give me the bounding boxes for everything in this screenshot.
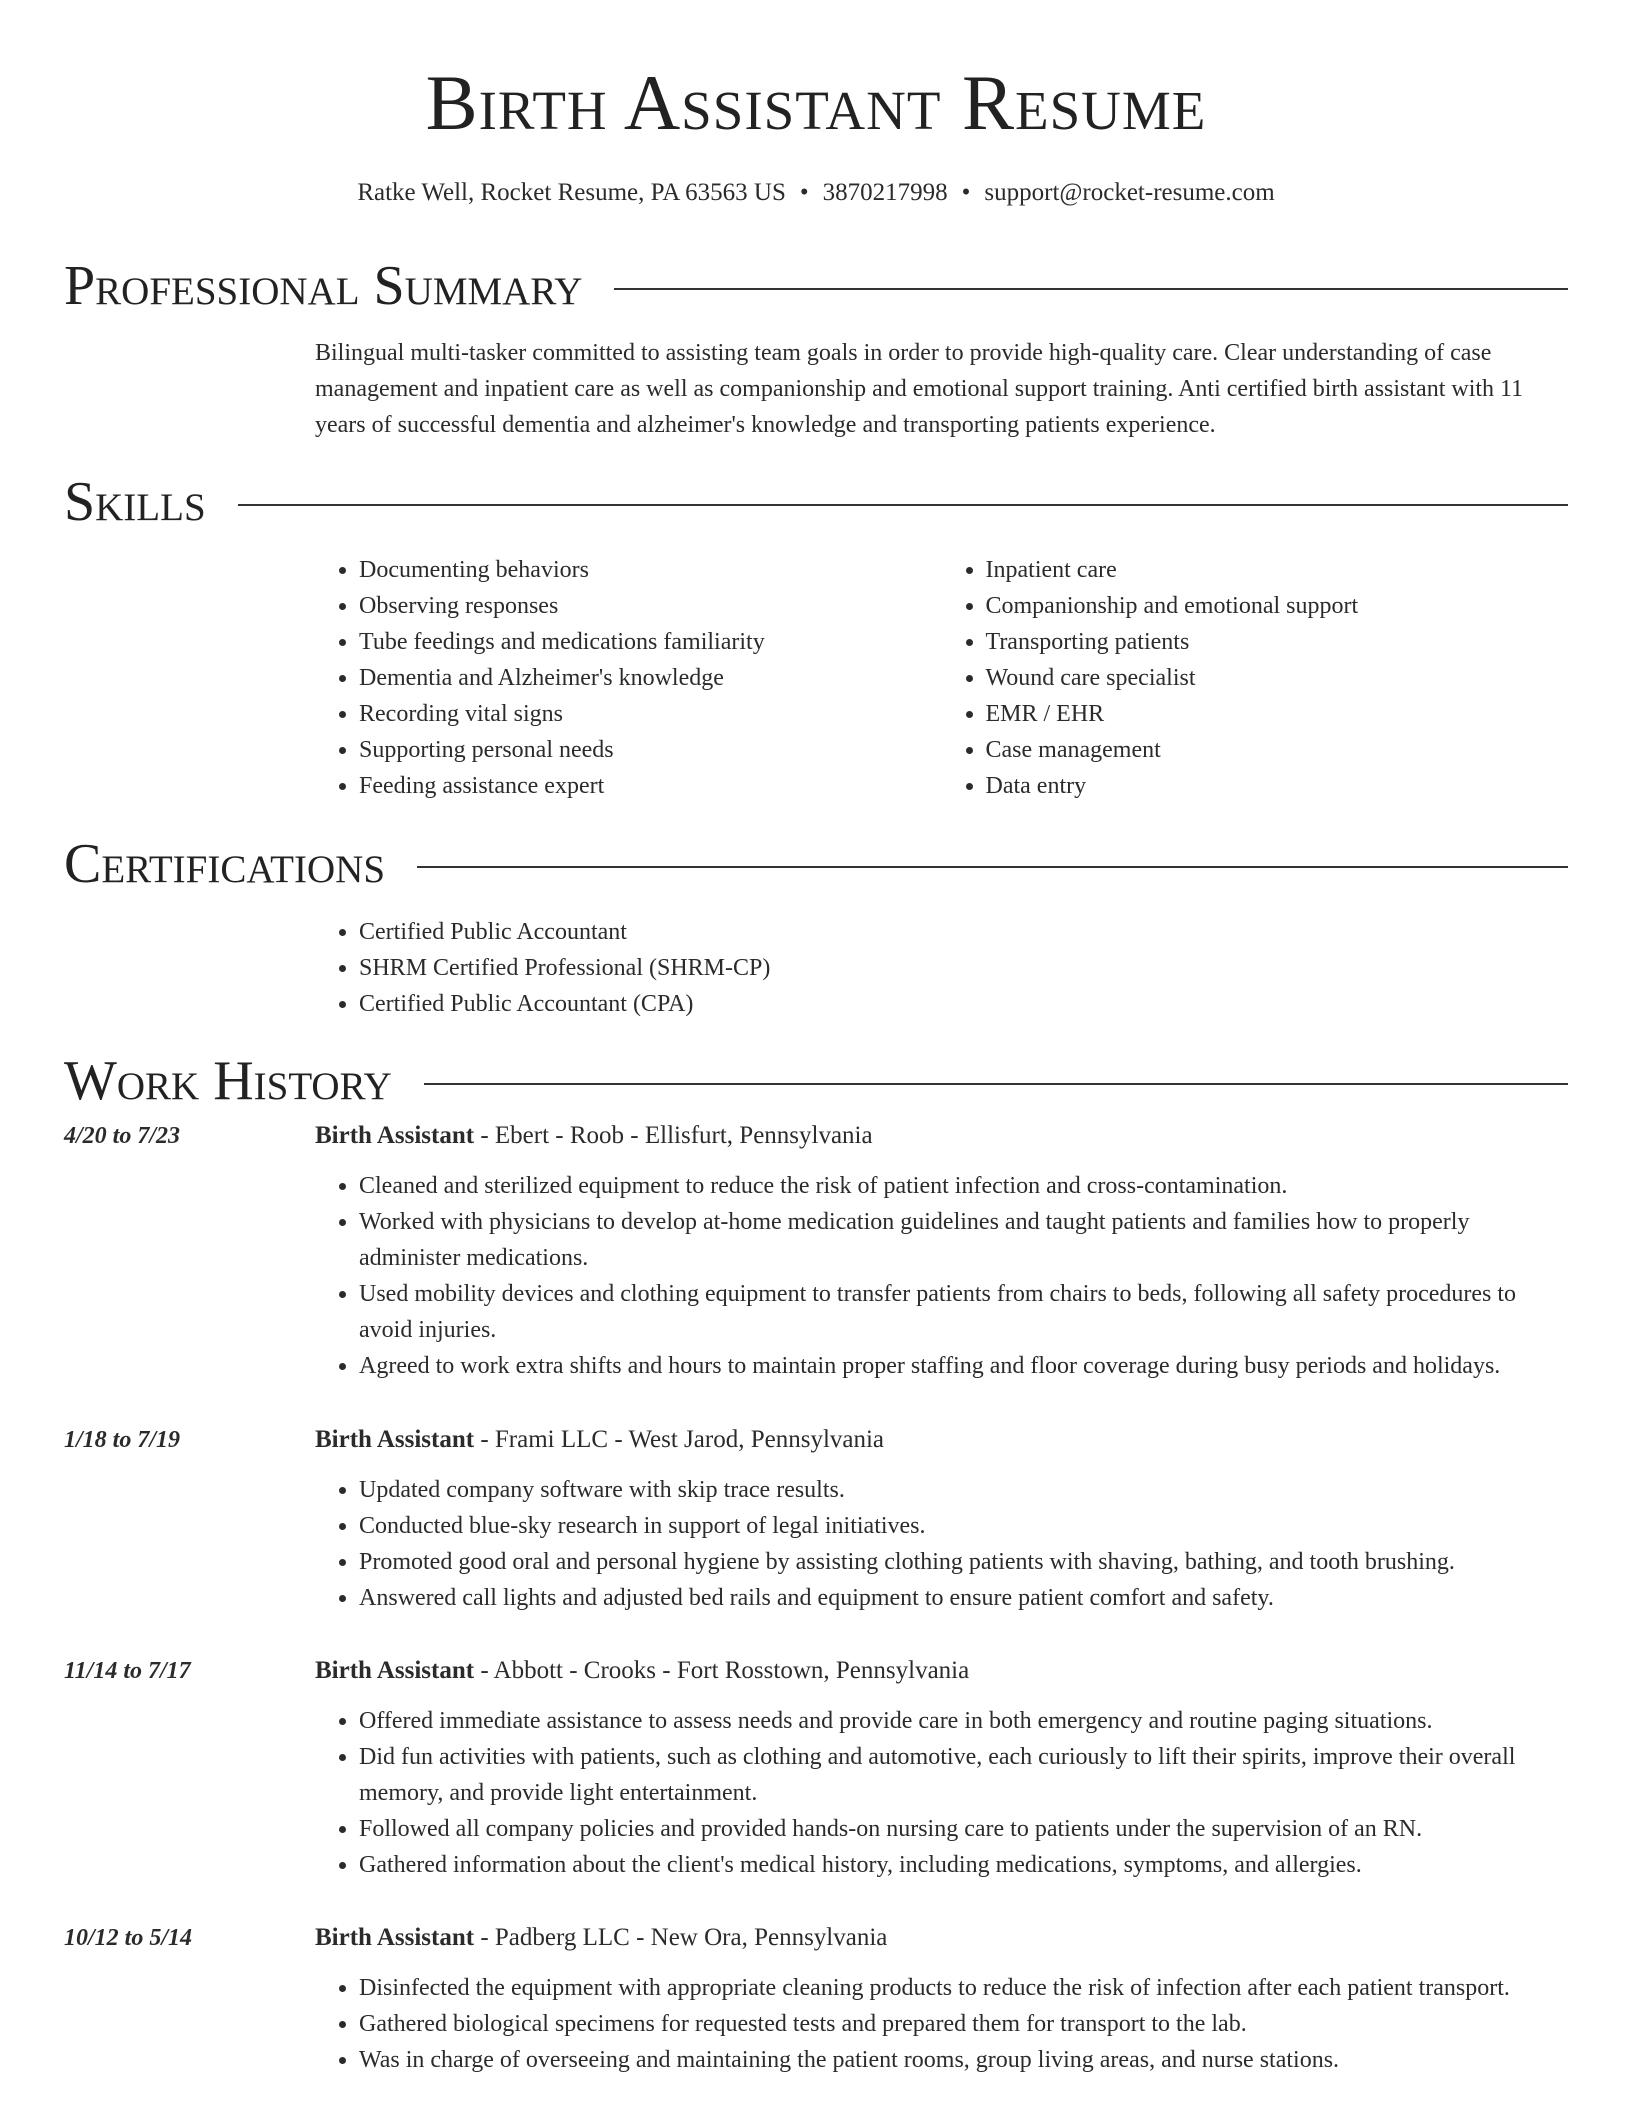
job-bullet: • Followed all company policies and provided hands-on nursing care to patients under the supervision of an RN. [359, 1811, 1568, 1847]
section-title-work-history: Work History [64, 1050, 392, 1112]
section-divider [614, 288, 1568, 290]
skills-column-left [315, 552, 942, 804]
job-dates: 1/18 to 7/19 [64, 1427, 181, 1453]
job-entry [315, 1653, 1568, 1883]
skill-item: • Supporting personal needs [359, 732, 942, 768]
summary-section-header [64, 254, 1568, 318]
skill-item: • Inpatient care [986, 552, 1569, 588]
section-divider [417, 866, 1568, 868]
job-bullets [315, 1703, 1568, 1883]
certification-item: • SHRM Certified Professional (SHRM-CP) [359, 950, 1568, 986]
skills-column-right [942, 552, 1569, 804]
job-employer-location: - Frami LLC - West Jarod, Pennsylvania [474, 1426, 885, 1453]
skill-item: • Data entry [986, 768, 1569, 804]
certification-item: • Certified Public Accountant (CPA) [359, 986, 1568, 1022]
contact-separator: • [799, 179, 809, 206]
job-bullet: • Disinfected the equipment with appropriate cleaning products to reduce the risk of infection after each patient transport. [359, 1970, 1568, 2006]
skill-item: • Companionship and emotional support [986, 588, 1569, 624]
job-entry [315, 1422, 1568, 1616]
job-heading [315, 1653, 1568, 1689]
job-bullet: • Worked with physicians to develop at-home medication guidelines and taught patients and families how to properly administer medications. [359, 1204, 1568, 1276]
summary-text: Bilingual multi-tasker committed to assisting team goals in order to provide high-quality care. Clear understanding of case management and inpatient care as well as companionship and emotional support training. Anti certified birth assistant with 11 years of successful dementia and alzheimer's knowledge and transporting patients experience. [315, 340, 1524, 438]
job-bullet: • Conducted blue-sky research in support of legal initiatives. [359, 1508, 1568, 1544]
job-bullets [315, 1168, 1568, 1384]
job-bullet: • Agreed to work extra shifts and hours to maintain proper staffing and floor coverage during busy periods and holidays. [359, 1348, 1568, 1384]
work-history-section-header [64, 1049, 1568, 1113]
job-bullet: • Gathered information about the client's medical history, including medications, symptoms, and allergies. [359, 1847, 1568, 1883]
skill-item: • EMR / EHR [986, 696, 1569, 732]
section-divider [424, 1083, 1568, 1085]
contact-line [64, 178, 1568, 208]
job-bullet: • Answered call lights and adjusted bed rails and equipment to ensure patient comfort and safety. [359, 1580, 1568, 1616]
skill-item: • Transporting patients [986, 624, 1569, 660]
job-bullet: • Was in charge of overseeing and maintaining the patient rooms, group living areas, and nurse stations. [359, 2042, 1568, 2078]
certifications-section-header [64, 832, 1568, 896]
job-heading [315, 1422, 1568, 1458]
skill-item: • Feeding assistance expert [359, 768, 942, 804]
skill-item: • Dementia and Alzheimer's knowledge [359, 660, 942, 696]
skill-item: • Documenting behaviors [359, 552, 942, 588]
skill-item: • Recording vital signs [359, 696, 942, 732]
resume-page [64, 0, 1568, 2073]
section-title-summary: Professional Summary [64, 255, 583, 317]
job-employer-location: - Abbott - Crooks - Fort Rosstown, Pennsylvania [474, 1657, 970, 1684]
job-heading [315, 1118, 1568, 1154]
job-bullet: • Cleaned and sterilized equipment to reduce the risk of patient infection and cross-contamination. [359, 1168, 1568, 1204]
section-title-certifications: Certifications [64, 833, 386, 895]
job-bullet: • Used mobility devices and clothing equipment to transfer patients from chairs to beds, following all safety procedures to avoid injuries. [359, 1276, 1568, 1348]
contact-email: support@rocket-resume.com [984, 179, 1275, 206]
job-entry [315, 1118, 1568, 1384]
job-bullets [315, 1970, 1568, 2078]
skill-item: • Case management [986, 732, 1569, 768]
section-title-skills: Skills [64, 471, 206, 533]
resume-title: Birth Assistant Resume [425, 59, 1207, 146]
job-role: Birth Assistant [315, 1426, 475, 1453]
job-bullet: • Offered immediate assistance to assess needs and provide care in both emergency and routine paging situations. [359, 1703, 1568, 1739]
job-bullet: • Promoted good oral and personal hygiene by assisting clothing patients with shaving, bathing, and tooth brushing. [359, 1544, 1568, 1580]
job-dates: 11/14 to 7/17 [64, 1658, 191, 1684]
job-role: Birth Assistant [315, 1924, 475, 1951]
section-divider [238, 504, 1568, 506]
job-employer-location: - Ebert - Roob - Ellisfurt, Pennsylvania [474, 1122, 873, 1149]
job-dates: 4/20 to 7/23 [64, 1123, 181, 1149]
certifications-list [315, 914, 1568, 1022]
job-bullet: • Updated company software with skip trace results. [359, 1472, 1568, 1508]
job-employer-location: - Padberg LLC - New Ora, Pennsylvania [474, 1924, 888, 1951]
contact-separator: • [961, 179, 971, 206]
job-heading [315, 1920, 1568, 1956]
job-entry [315, 1920, 1568, 2078]
contact-phone: 3870217998 [822, 179, 948, 206]
job-role: Birth Assistant [315, 1122, 475, 1149]
job-bullet: • Gathered biological specimens for requested tests and prepared them for transport to the lab. [359, 2006, 1568, 2042]
certifications-list-wrap [315, 914, 1568, 1022]
contact-address: Ratke Well, Rocket Resume, PA 63563 US [357, 179, 786, 206]
skill-item: • Observing responses [359, 588, 942, 624]
job-bullet: • Did fun activities with patients, such as clothing and automotive, each curiously to lift their spirits, improve their overall memory, and provide light entertainment. [359, 1739, 1568, 1811]
job-role: Birth Assistant [315, 1657, 475, 1684]
skill-item: • Tube feedings and medications familiarity [359, 624, 942, 660]
job-dates: 10/12 to 5/14 [64, 1925, 193, 1951]
skills-list [315, 552, 1568, 804]
job-bullets [315, 1472, 1568, 1616]
skills-section-header [64, 470, 1568, 534]
skill-item: • Wound care specialist [986, 660, 1569, 696]
certification-item: • Certified Public Accountant [359, 914, 1568, 950]
